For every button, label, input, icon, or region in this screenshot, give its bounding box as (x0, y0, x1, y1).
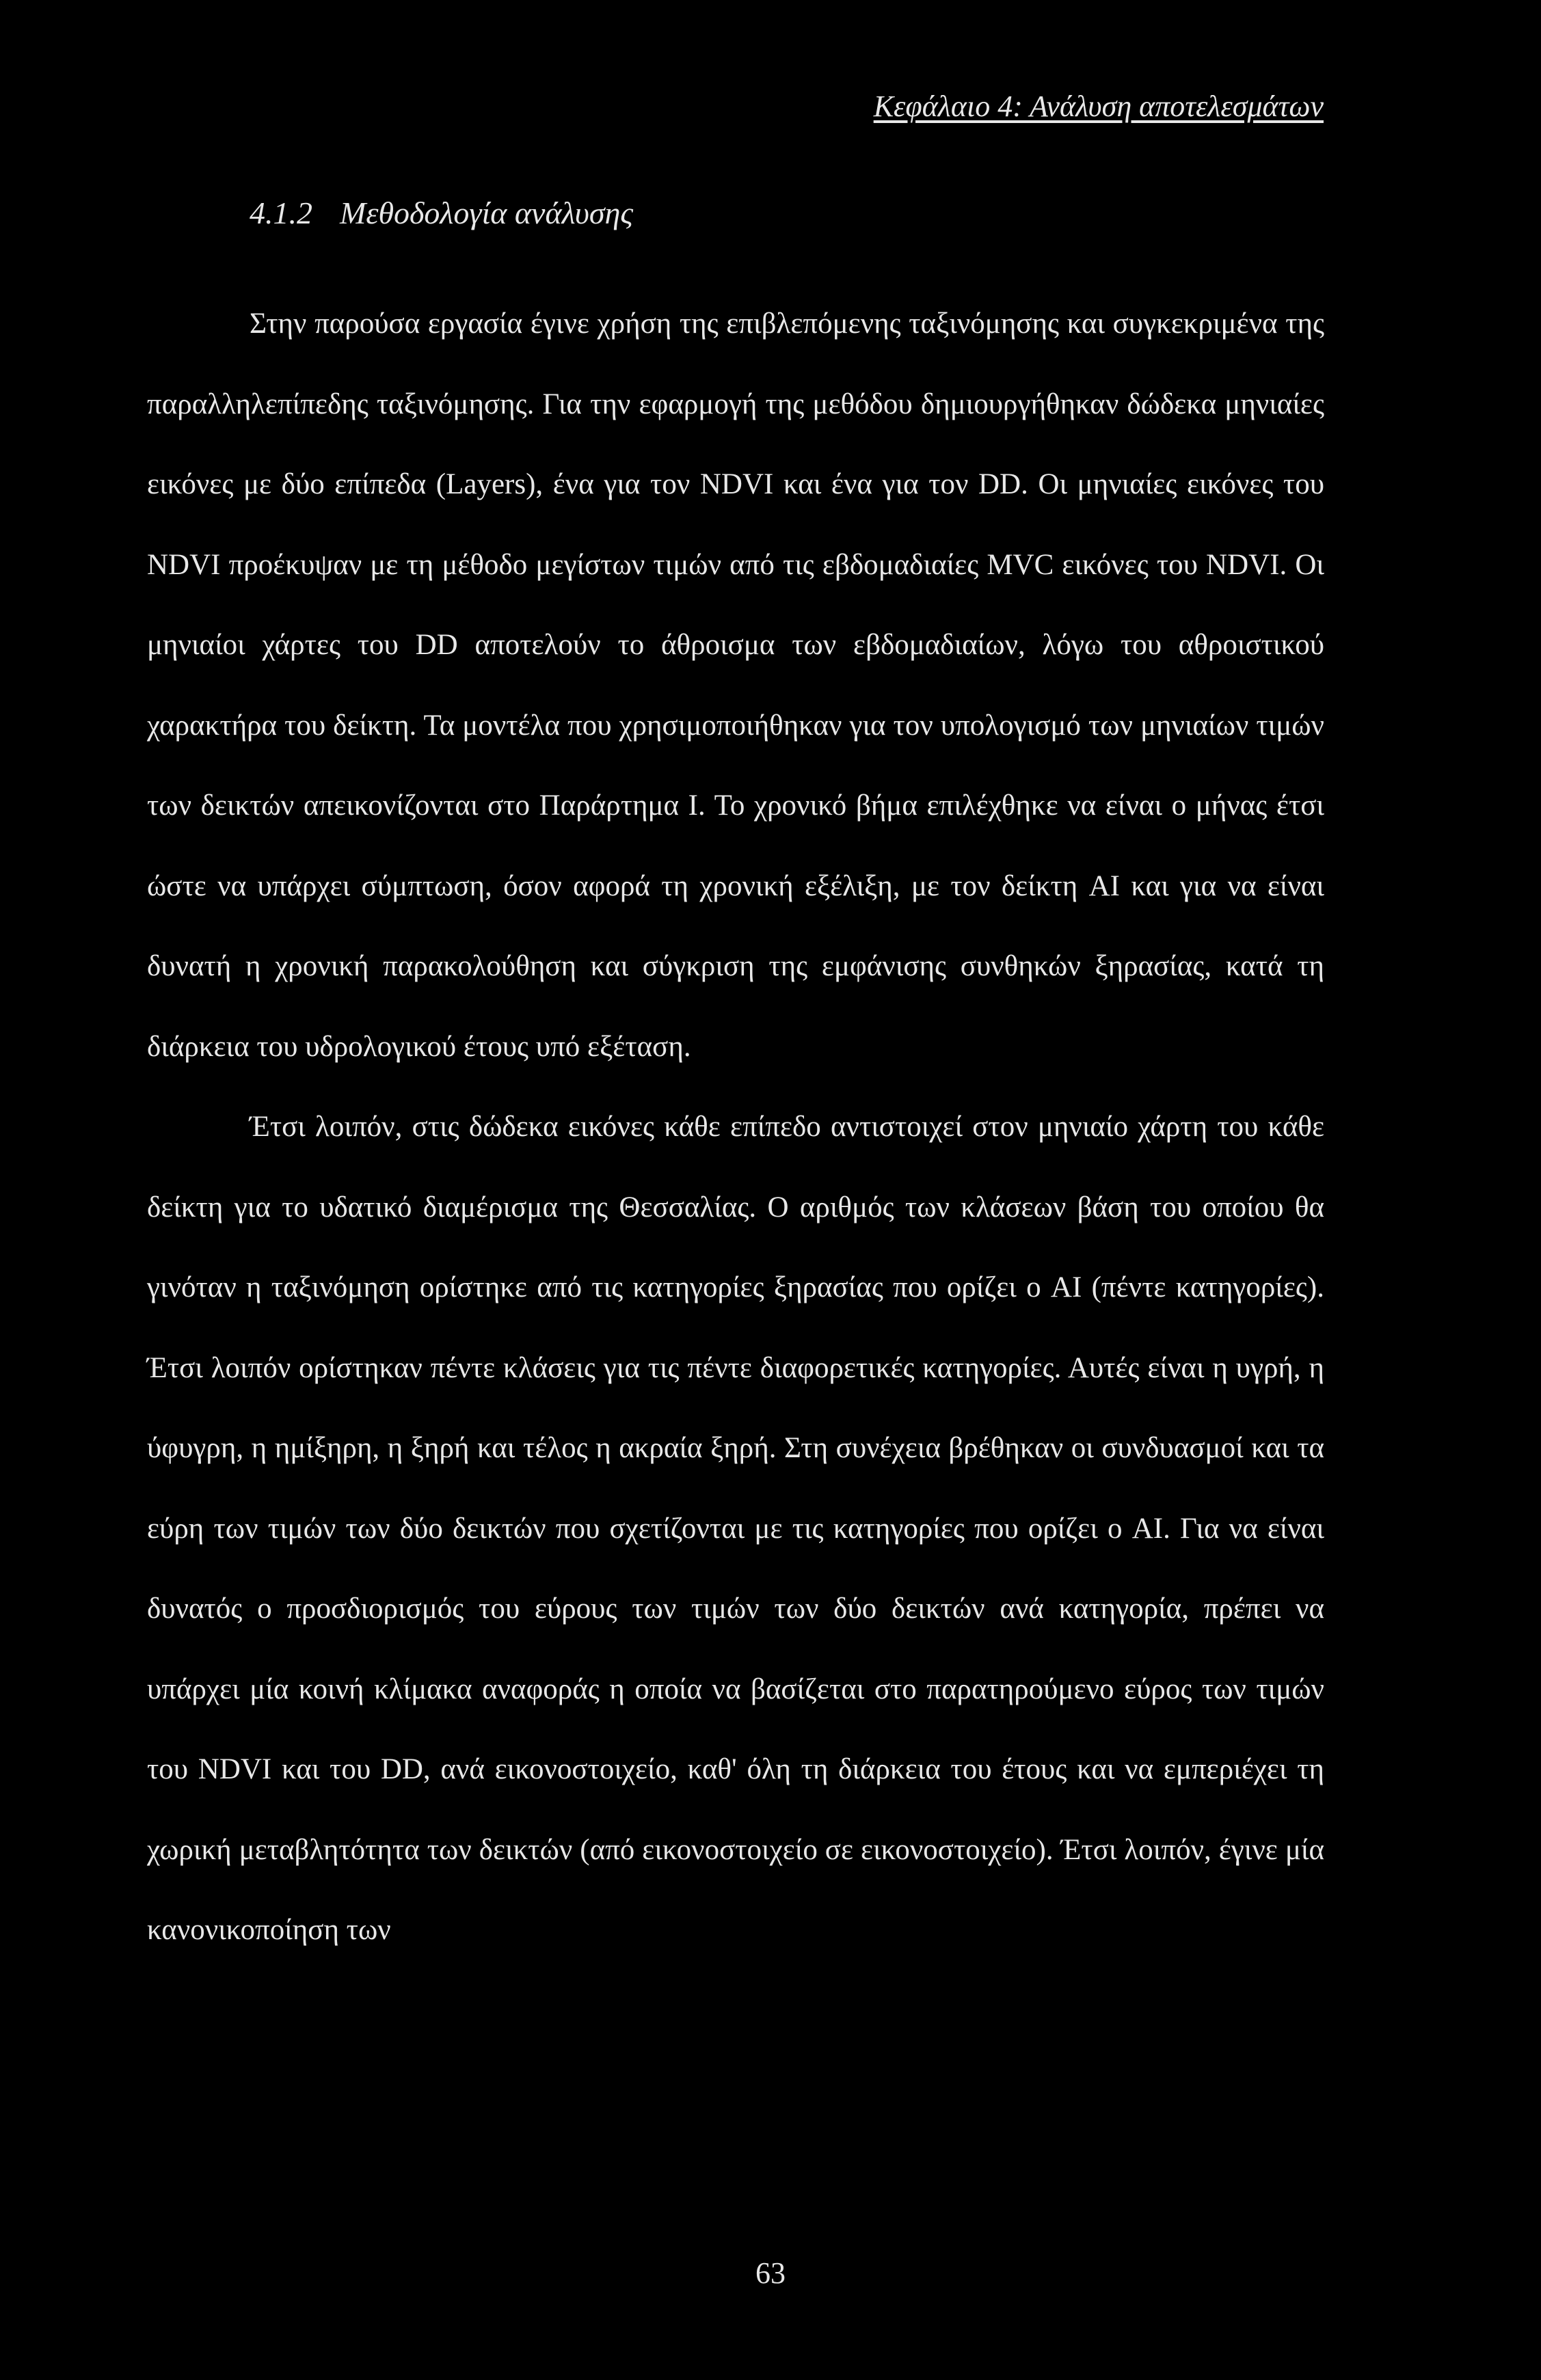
page-number: 63 (755, 2256, 786, 2290)
paragraph: Στην παρούσα εργασία έγινε χρήση της επιβλεπόμενης ταξινόμησης και συγκεκριμένα της παραλληλεπίπεδης ταξινόμησης. Για την εφαρμογή της μεθόδου δημιουργήθηκαν δώδεκα μηνιαίες εικόνες με δύο επίπεδα (Layers), ένα για τον NDVI και ένα για τον DD. Οι μηνιαίες εικόνες του NDVI προέκυψαν με τη μέθοδο μεγίστων τιμών από τις εβδομαδιαίες MVC εικόνες του NDVI. Οι μηνιαίοι χάρτες του DD αποτελούν το άθροισμα των εβδομαδιαίων, λόγω του αθροιστικού χαρακτήρα του δείκτη. Τα μοντέλα που χρησιμοποιήθηκαν για τον υπολογισμό των μηνιαίων τιμών των δεικτών απεικονίζονται στο Παράρτημα Ι. Το χρονικό βήμα επιλέχθηκε να είναι ο μήνας έτσι ώστε να υπάρχει σύμπτωση, όσον αφορά τη χρονική εξέλιξη, με τον δείκτη AI και για να είναι δυνατή η χρονική παρακολούθηση και σύγκριση της εμφάνισης συνθηκών ξηρασίας, κατά τη διάρκεια του υδρολογικού έτους υπό εξέταση. (147, 308, 1324, 1063)
section-title: Μεθοδολογία ανάλυσης (340, 195, 634, 230)
section-heading (250, 195, 633, 231)
body-text (147, 284, 1324, 1971)
section-number: 4.1.2 (250, 195, 312, 230)
paragraph: Έτσι λοιπόν, στις δώδεκα εικόνες κάθε επίπεδο αντιστοιχεί στον μηνιαίο χάρτη του κάθε δείκτη για το υδατικό διαμέρισμα της Θεσσαλίας. Ο αριθμός των κλάσεων βάση του οποίου θα γινόταν η ταξινόμηση ορίστηκε από τις κατηγορίες ξηρασίας που ορίζει ο AI (πέντε κατηγορίες). Έτσι λοιπόν ορίστηκαν πέντε κλάσεις για τις πέντε διαφορετικές κατηγορίες. Αυτές είναι η υγρή, η ύφυγρη, η ημίξηρη, η ξηρή και τέλος η ακραία ξηρή. Στη συνέχεια βρέθηκαν οι συνδυασμοί και τα εύρη των τιμών των δύο δεικτών που σχετίζονται με τις κατηγορίες που ορίζει ο AI. Για να είναι δυνατός ο προσδιορισμός του εύρους των τιμών των δύο δεικτών ανά κατηγορία, πρέπει να υπάρχει μία κοινή κλίμακα αναφοράς η οποία να βασίζεται στο παρατηρούμενο εύρος των τιμών του NDVI και του DD, ανά εικονοστοιχείο, καθ' όλη τη διάρκεια του έτους και να εμπεριέχει τη χωρική μεταβλητότητα των δεικτών (από εικονοστοιχείο σε εικονοστοιχείο). Έτσι λοιπόν, έγινε μία κανονικοποίηση των (147, 1111, 1324, 1946)
running-header: Κεφάλαιο 4: Ανάλυση αποτελεσμάτων (873, 90, 1324, 123)
